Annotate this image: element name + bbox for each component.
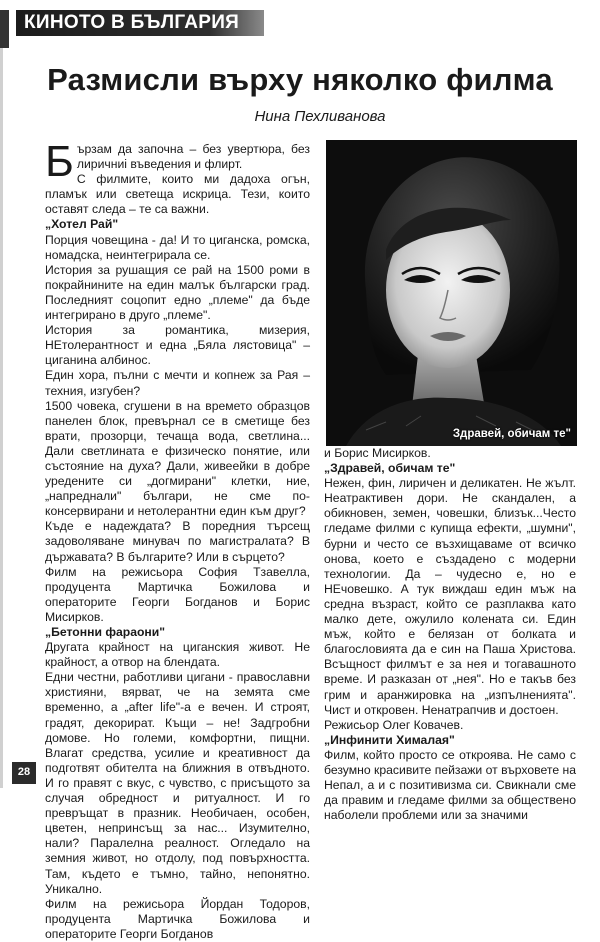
- body-paragraph: Другата крайност на циганския живот. Не крайност, а отвор на блендата.: [45, 640, 310, 670]
- page-number: 28: [17, 766, 31, 778]
- intro-text: ързам да започна – без увертюра, без лиричниi въведения и флирт.: [76, 142, 310, 172]
- page-edge-marker: [0, 10, 9, 48]
- body-paragraph: С филмите, които ми дадоха огън, пламък или светеща искрица. Тези, които оставят следа – те са важни.: [45, 172, 310, 217]
- section-banner: [16, 10, 264, 36]
- film-heading: „Хотел Рай": [45, 217, 119, 232]
- body-paragraph: Режисьор Олег Ковачев.: [324, 717, 464, 732]
- actress-photo: [326, 140, 577, 446]
- right-column: [324, 446, 576, 823]
- body-paragraph: Филм на режисьора Йордан Тодоров, продуцента Мартичка Божилова и операторите Георги Богданов: [45, 896, 310, 941]
- left-column: [45, 137, 310, 942]
- body-paragraph: История за романтика, мизерия, НЕтолерантност и една „Бяла лястовица" – циганина албинос.: [45, 323, 310, 368]
- film-heading: „Здравей, обичам те": [324, 461, 456, 476]
- body-paragraph: и Борис Мисирков.: [324, 446, 431, 460]
- body-paragraph: Къде е надеждата? В поредния търсещ задоволяване минувач по магистралата? В държавата? В българите? Или в сърцето?: [45, 519, 310, 564]
- body-paragraph: Едни честни, работливи цигани - православни християни, вярват, че на земята сме временно, а „after life"-а е вечен. И строят, градят, декорират. Къщи – не! Задгробни домове. Но големи, комфортни, пищни. Влагат средства, усилие и креативност да подготвят обителта на ближния в отвъдното. И го правят с вкус, с чувство, с присъщото за случая обредност и ритуалност. И го превръщат в празник. Необичаен, особен, цветен, непринсъщ за нас... Изумително, нали? Паралелна реалност. Огледало на земния живот, но отдолу, под повърхността. Там, където е тъмно, тайно, непонятно. Уникално.: [45, 670, 310, 896]
- film-heading: „Инфинити Хималая": [324, 732, 455, 747]
- portrait-illustration: [326, 140, 577, 446]
- intro-paragraph: [45, 137, 310, 186]
- body-paragraph: Един хора, пълни с мечти и копнеж за Рая – техния, изгубен?: [45, 368, 310, 398]
- drop-cap: Б: [45, 137, 74, 186]
- section-title: КИНОТО В БЪЛГАРИЯ: [24, 12, 240, 33]
- body-paragraph: История за рушащия се рай на 1500 роми в покрайнините на един малък български град. Последният соцопит едно „племе" да бъде интегрирано в друго „племе".: [45, 262, 310, 323]
- page-number-box: [12, 762, 36, 784]
- article-headline: Размисли върху няколко филма: [47, 62, 553, 97]
- body-paragraph: Нежен, фин, лиричен и деликатен. Не жълт. Неатрактивен дори. Не скандален, а обикновен, земен, човешки, близък...Често гледаме филми с купища ефекти, „шумни", бурни и често се възхищаваме от всичко онова, което е създадено с модерни технологии. Да – чудесно е, но е НЕчовешко. А тук виждаш един мъж на средна възраст, който се разплаква като малко дете, ожулило колената си. Един мъж, който е белязан от болката и благословията да е син на Паша Христова. Всъщност филмът е за нея и тогавашното време. И разказан от „нея". Но е такъв без грим и аранжировка на „изпълненията". Чист и откровен. Ненатрапчив и достоен.: [324, 476, 576, 717]
- article-author: Нина Пехливанова: [254, 108, 386, 125]
- body-paragraph: Филм, който просто се откроява. Не само с безумно красивите пейзажи от върховете на Непал, а и с позитивизма си. Свикнали сме да правим и гледаме филми за обществено наболели проблеми или за значими: [324, 747, 576, 823]
- film-heading: „Бетонни фараони": [45, 625, 166, 639]
- body-paragraph: Порция човещина - да! И то циганска, ромска, номадска, неинтегрирала се.: [45, 232, 310, 262]
- body-paragraph: 1500 човека, сгушени в на времето образцов панелен блок, превърнал се в сметище без врати, прозорци, течаща вода, светлина... Дали светлината е физическо понятие, или състояние на духа? Дали, живеейки в добре уредените си „догмирани" клетки, ние, „напреднали" българи, не сме по-консервирани и нетолерантни един към друг?: [45, 398, 310, 519]
- body-paragraph: Филм на режисьора София Тзавелла, продуцента Мартичка Божилова и операторите Георги Богданов и Борис Мисирков.: [45, 564, 310, 624]
- photo-caption: Здравей, обичам те": [452, 428, 571, 440]
- page-edge-line: [0, 48, 3, 788]
